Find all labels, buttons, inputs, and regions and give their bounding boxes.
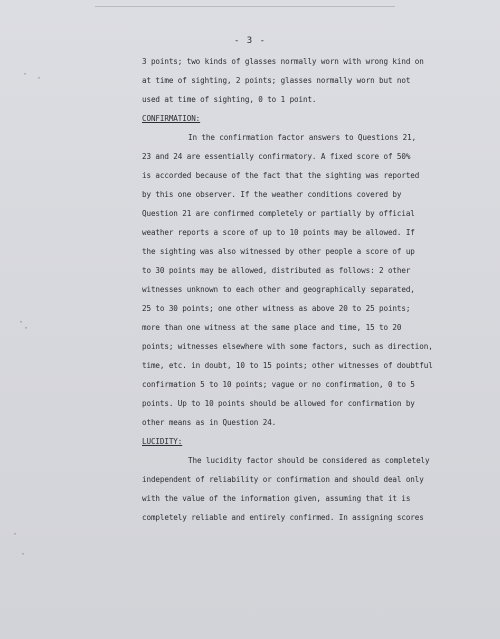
line-text: used at time of sighting, 0 to 1 point. (142, 95, 317, 104)
text-line (142, 223, 472, 242)
line-text: The lucidity factor should be considered as completely (188, 456, 430, 465)
text-line (142, 375, 472, 394)
line-text: witnesses unknown to each other and geographically separated, (142, 285, 415, 294)
text-line (142, 242, 472, 261)
page-number: - 3 - (233, 36, 267, 46)
text-line (142, 337, 472, 356)
text-line (142, 489, 472, 508)
text-line (142, 508, 472, 527)
line-text: Question 21 are confirmed completely or partially by official (142, 209, 415, 218)
text-line (142, 318, 472, 337)
line-text: 25 to 30 points; one other witness as above 20 to 25 points; (142, 304, 411, 313)
scan-speck: · (23, 323, 30, 334)
scan-artifact-line (95, 6, 395, 7)
text-line (142, 261, 472, 280)
scan-speck: · (36, 73, 43, 84)
text-line (142, 52, 472, 71)
line-text: LUCIDITY: (142, 437, 183, 446)
line-text: In the confirmation factor answers to Questions 21, (188, 133, 417, 142)
text-line (142, 451, 472, 470)
text-line (142, 71, 472, 90)
scan-speck: · (20, 549, 27, 560)
text-line (142, 90, 472, 109)
line-text: more than one witness at the same place and time, 15 to 20 (142, 323, 402, 332)
line-text: CONFIRMATION: (142, 114, 201, 123)
line-text: other means as in Question 24. (142, 418, 277, 427)
section-heading (142, 109, 472, 128)
text-line (142, 128, 472, 147)
text-line (142, 356, 472, 375)
text-line (142, 470, 472, 489)
line-text: the sighting was also witnessed by other people a score of up (142, 247, 415, 256)
line-text: points; witnesses elsewhere with some factors, such as direction, (142, 342, 433, 351)
line-text: to 30 points may be allowed, distributed as follows: 2 other (142, 266, 411, 275)
line-text: at time of sighting, 2 points; glasses normally worn but not (142, 76, 411, 85)
line-text: time, etc. in doubt, 10 to 15 points; other witnesses of doubtful (142, 361, 433, 370)
text-line (142, 185, 472, 204)
scan-speck: · (12, 529, 19, 540)
line-text: with the value of the information given, assuming that it is (142, 494, 411, 503)
line-text: confirmation 5 to 10 points; vague or no confirmation, 0 to 5 (142, 380, 415, 389)
document-text (142, 52, 472, 527)
line-text: points. Up to 10 points should be allowed for confirmation by (142, 399, 415, 408)
line-text: 23 and 24 are essentially confirmatory. A fixed score of 50% (142, 152, 411, 161)
text-line (142, 166, 472, 185)
line-text: is accorded because of the fact that the sighting was reported (142, 171, 420, 180)
text-line (142, 204, 472, 223)
scan-speck: · (18, 317, 25, 328)
line-text: weather reports a score of up to 10 points may be allowed. If (142, 228, 415, 237)
text-line (142, 413, 472, 432)
scan-speck: · (22, 69, 29, 80)
text-line (142, 299, 472, 318)
line-text: 3 points; two kinds of glasses normally worn with wrong kind on (142, 57, 424, 66)
line-text: by this one observer. If the weather conditions covered by (142, 190, 402, 199)
text-line (142, 147, 472, 166)
section-heading (142, 432, 472, 451)
text-line (142, 280, 472, 299)
line-text: completely reliable and entirely confirmed. In assigning scores (142, 513, 424, 522)
line-text: independent of reliability or confirmation and should deal only (142, 475, 424, 484)
text-line (142, 394, 472, 413)
